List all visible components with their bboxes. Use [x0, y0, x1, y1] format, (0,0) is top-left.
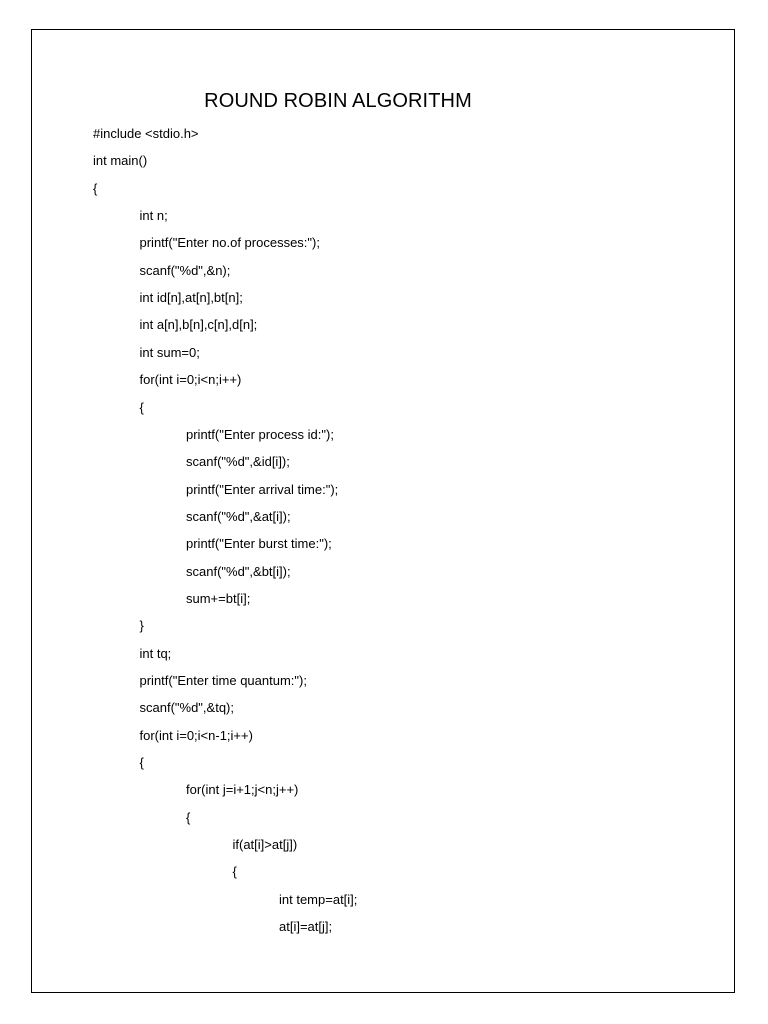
code-line: for(int i=0;i<n;i++) [139, 372, 242, 388]
code-line: { [139, 399, 144, 415]
code-line: { [232, 864, 237, 880]
code-line: scanf("%d",&n); [139, 262, 231, 278]
code-line: int tq; [139, 645, 172, 661]
document-title: ROUND ROBIN ALGORITHM [204, 90, 472, 112]
code-line: int sum=0; [139, 344, 200, 360]
code-line: scanf("%d",&at[i]); [186, 508, 291, 524]
code-line: } [139, 618, 144, 634]
code-line: printf("Enter process id:"); [186, 426, 334, 442]
code-line: at[i]=at[j]; [279, 919, 333, 935]
code-line: int temp=at[i]; [279, 891, 358, 907]
code-line: printf("Enter no.of processes:"); [139, 235, 320, 251]
code-line: { [139, 755, 144, 771]
code-line: printf("Enter arrival time:"); [186, 481, 339, 497]
code-line: { [186, 809, 191, 825]
code-line: int n; [139, 208, 168, 224]
code-line: #include <stdio.h> [93, 126, 199, 141]
code-line: for(int j=i+1;j<n;j++) [186, 782, 299, 798]
code-line: scanf("%d",&bt[i]); [186, 563, 291, 579]
code-line: scanf("%d",&id[i]); [186, 454, 290, 470]
code-line: printf("Enter burst time:"); [186, 536, 332, 552]
code-line: int a[n],b[n],c[n],d[n]; [139, 317, 258, 333]
code-line: if(at[i]>at[j]) [232, 837, 298, 853]
code-line: printf("Enter time quantum:"); [139, 673, 307, 688]
code-line: int main() [93, 153, 148, 169]
code-line: int id[n],at[n],bt[n]; [139, 290, 243, 306]
code-line: { [93, 180, 98, 196]
code-line: scanf("%d",&tq); [139, 700, 234, 716]
code-line: sum+=bt[i]; [186, 590, 251, 606]
code-line: for(int i=0;i<n-1;i++) [139, 727, 253, 743]
